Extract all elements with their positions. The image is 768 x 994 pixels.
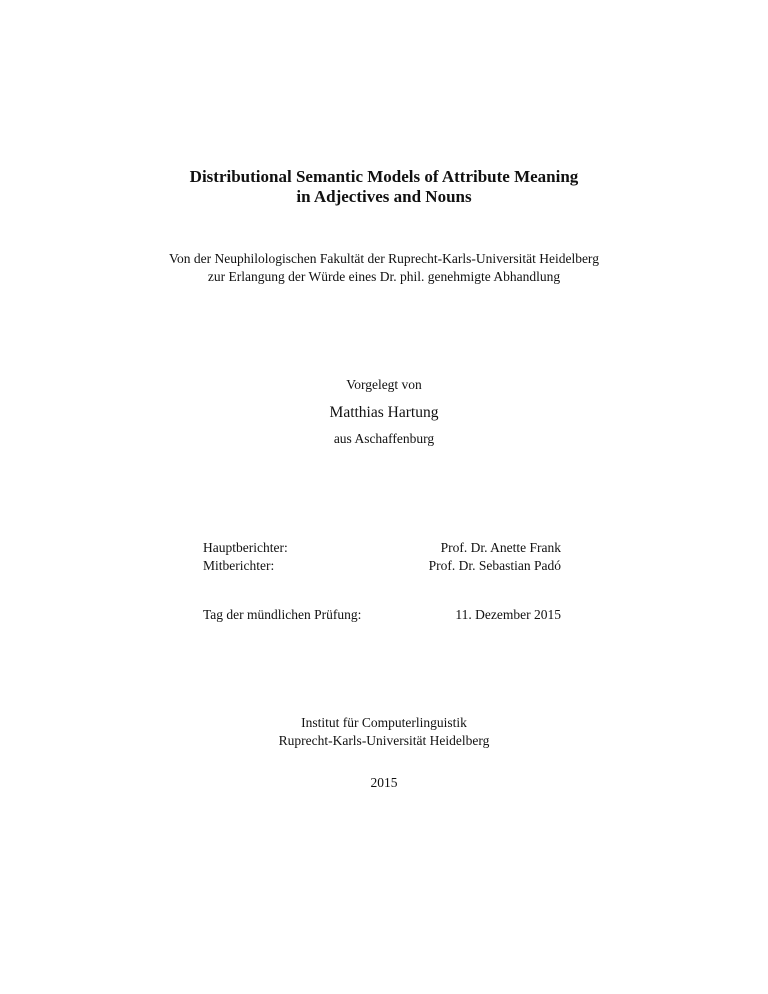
university-name: Ruprecht-Karls-Universität Heidelberg	[278, 733, 490, 748]
institute-name: Institut für Computerlinguistik	[301, 715, 467, 730]
co-referee-name: Prof. Dr. Sebastian Padó	[428, 558, 561, 573]
exam-date-table	[203, 606, 561, 624]
exam-date-label: Tag der mündlichen Prüfung:	[203, 607, 362, 622]
presented-by-label: Vorgelegt von	[346, 377, 422, 392]
main-referee-name: Prof. Dr. Anette Frank	[440, 540, 561, 555]
author-origin: aus Aschaffenburg	[333, 431, 435, 446]
referees-table	[203, 539, 561, 575]
exam-date-value: 11. Dezember 2015	[455, 607, 561, 622]
publication-year: 2015	[370, 775, 398, 790]
referee-row-main	[203, 539, 561, 557]
thesis-title-line-2: in Adjectives and Nouns	[296, 187, 472, 206]
dissertation-statement-line-2: zur Erlangung der Würde eines Dr. phil. genehmigte Abhandlung	[207, 269, 561, 284]
dissertation-statement-line-1: Von der Neuphilologischen Fakultät der Ruprecht-Karls-Universität Heidelberg	[169, 251, 599, 266]
co-referee-label: Mitberichter:	[203, 558, 275, 573]
author-name: Matthias Hartung	[329, 404, 439, 421]
main-referee-label: Hauptberichter:	[203, 540, 288, 555]
exam-row	[203, 606, 561, 624]
referee-row-co	[203, 557, 561, 575]
thesis-title-line-1: Distributional Semantic Models of Attribute Meaning	[189, 167, 579, 186]
